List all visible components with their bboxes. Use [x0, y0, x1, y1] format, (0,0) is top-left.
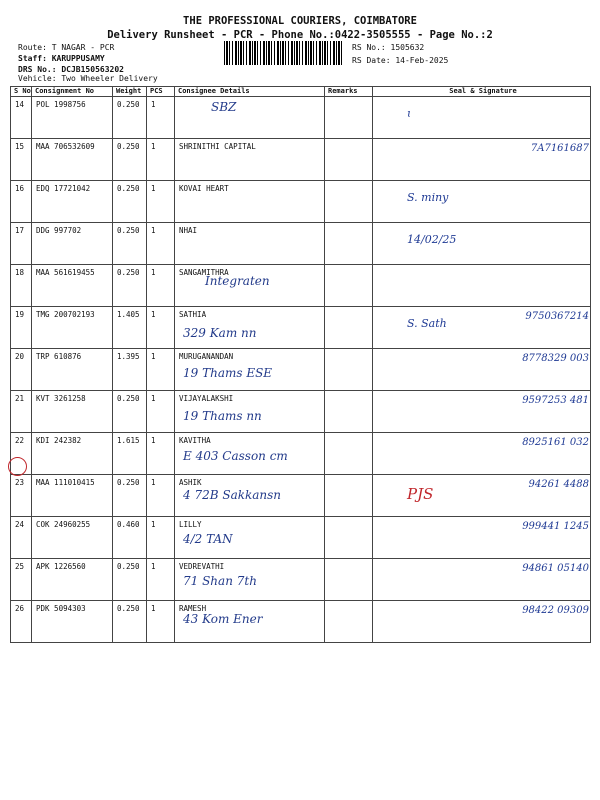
row-pcs: 1 — [147, 349, 175, 391]
row-signature — [373, 265, 591, 307]
barcode — [224, 41, 342, 65]
row-consignee — [175, 223, 325, 265]
row-pcs: 1 — [147, 433, 175, 475]
row-consignment: KVT 3261258 — [32, 391, 113, 433]
row-signature — [373, 97, 591, 139]
row-remarks — [325, 349, 373, 391]
route-label: Route: T NAGAR - PCR — [18, 43, 115, 52]
row-consignee — [175, 97, 325, 139]
row-sno: 15 — [11, 139, 32, 181]
row-remarks — [325, 265, 373, 307]
row-remarks — [325, 559, 373, 601]
row-weight: 0.460 — [113, 517, 147, 559]
row-signature — [373, 139, 591, 181]
row-consignee — [175, 601, 325, 643]
row-remarks — [325, 181, 373, 223]
table-row — [11, 475, 591, 517]
row-weight: 0.250 — [113, 601, 147, 643]
consignee-name: SHRINITHI CAPITAL — [179, 142, 256, 151]
row-consignment: PDK 5094303 — [32, 601, 113, 643]
consignee-name: VEDREVATHI — [179, 562, 225, 571]
vehicle-label: Vehicle: Two Wheeler Delivery — [18, 74, 158, 83]
row-pcs: 1 — [147, 139, 175, 181]
handwritten-phone: 94261 4488 — [528, 479, 589, 490]
row-consignment: MAA 111010415 — [32, 475, 113, 517]
table-row — [11, 433, 591, 475]
handwritten-phone: 94861 05140 — [522, 563, 589, 574]
row-sno: 17 — [11, 223, 32, 265]
row-weight: 0.250 — [113, 559, 147, 601]
row-signature — [373, 223, 591, 265]
handwritten-address: 43 Kom Ener — [183, 612, 263, 626]
table-header-row — [11, 87, 591, 97]
col-consignee: Consignee Details — [175, 87, 325, 97]
row-sno: 16 — [11, 181, 32, 223]
row-sno: 25 — [11, 559, 32, 601]
row-weight: 0.250 — [113, 181, 147, 223]
row-signature — [373, 349, 591, 391]
consignee-name: RAMESH — [179, 604, 207, 613]
handwritten-phone: 9597253 481 — [522, 395, 589, 406]
row-remarks — [325, 475, 373, 517]
row-pcs: 1 — [147, 307, 175, 349]
col-sno: S No — [11, 87, 32, 97]
consignee-name: SANGAMITHRA — [179, 268, 229, 277]
col-signature: Seal & Signature — [373, 87, 591, 97]
row-weight: 1.405 — [113, 307, 147, 349]
handwritten-address: 4 72B Sakkansn — [183, 488, 282, 502]
row-consignment: EDQ 17721042 — [32, 181, 113, 223]
handwritten-address: 329 Kam nn — [183, 326, 257, 340]
consignee-name: LILLY — [179, 520, 202, 529]
handwritten-address: E 403 Casson cm — [183, 449, 288, 463]
row-signature — [373, 475, 591, 517]
row-consignment: MAA 706532609 — [32, 139, 113, 181]
red-circle-mark — [8, 457, 27, 476]
row-sno: 19 — [11, 307, 32, 349]
handwritten-phone: 9750367214 — [525, 311, 589, 322]
row-consignee — [175, 433, 325, 475]
row-consignment: MAA 561619455 — [32, 265, 113, 307]
signature-scribble: PJS — [407, 485, 434, 503]
row-consignment: DDG 997702 — [32, 223, 113, 265]
row-signature — [373, 181, 591, 223]
row-pcs: 1 — [147, 97, 175, 139]
row-consignment: POL 1998756 — [32, 97, 113, 139]
row-consignee — [175, 349, 325, 391]
consignee-name: VIJAYALAKSHI — [179, 394, 234, 403]
row-consignee — [175, 139, 325, 181]
row-signature — [373, 601, 591, 643]
consignee-name: KAVITHA — [179, 436, 211, 445]
row-sno: 21 — [11, 391, 32, 433]
page-subtitle: Delivery Runsheet - PCR - Phone No.:0422-3505555 - Page No.:2 — [107, 29, 493, 41]
row-sno: 23 — [11, 475, 32, 517]
row-consignment: APK 1226560 — [32, 559, 113, 601]
row-sno: 18 — [11, 265, 32, 307]
row-pcs: 1 — [147, 223, 175, 265]
row-consignment: KDI 242382 — [32, 433, 113, 475]
row-pcs: 1 — [147, 601, 175, 643]
drs-label: DRS No.: DCJB150563202 — [18, 65, 124, 74]
row-signature — [373, 559, 591, 601]
row-consignment: COK 24960255 — [32, 517, 113, 559]
consignee-name: ASHIK — [179, 478, 202, 487]
row-weight: 0.250 — [113, 475, 147, 517]
table-row — [11, 97, 591, 139]
consignee-name: NHAI — [179, 226, 198, 235]
row-remarks — [325, 139, 373, 181]
handwritten-address: Integraten — [205, 274, 270, 288]
rs-number: RS No.: 1505632 — [352, 43, 425, 52]
consignee-name: MURUGANANDAN — [179, 352, 234, 361]
handwritten-address: 19 Thams nn — [183, 409, 262, 423]
table-row — [11, 181, 591, 223]
table-row — [11, 265, 591, 307]
row-sno: 20 — [11, 349, 32, 391]
row-remarks — [325, 517, 373, 559]
table-row — [11, 223, 591, 265]
signature-scribble: S. Sath — [407, 317, 447, 330]
handwritten-phone: 98422 09309 — [522, 605, 589, 616]
row-consignee — [175, 265, 325, 307]
row-consignee — [175, 475, 325, 517]
consignee-name: KOVAI HEART — [179, 184, 229, 193]
handwritten-address: 19 Thams ESE — [183, 366, 273, 380]
page-title: THE PROFESSIONAL COURIERS, COIMBATORE — [183, 15, 417, 27]
col-consignment: Consignment No — [32, 87, 113, 97]
handwritten-phone: 8925161 032 — [522, 437, 589, 448]
row-weight: 1.395 — [113, 349, 147, 391]
row-pcs: 1 — [147, 517, 175, 559]
row-sno: 24 — [11, 517, 32, 559]
col-remarks: Remarks — [325, 87, 373, 97]
row-remarks — [325, 433, 373, 475]
table-row — [11, 391, 591, 433]
row-pcs: 1 — [147, 391, 175, 433]
signature-scribble: 14/02/25 — [407, 233, 457, 246]
row-sno: 14 — [11, 97, 32, 139]
row-pcs: 1 — [147, 265, 175, 307]
table-row — [11, 307, 591, 349]
row-pcs: 1 — [147, 181, 175, 223]
handwritten-phone: 7A7161687 — [530, 143, 589, 154]
signature-scribble: S. miny — [407, 191, 449, 204]
row-consignment: TMG 200702193 — [32, 307, 113, 349]
row-consignee — [175, 517, 325, 559]
row-remarks — [325, 307, 373, 349]
consignee-name: SATHIA — [179, 310, 207, 319]
row-signature — [373, 391, 591, 433]
handwritten-address: 71 Shan 7th — [183, 574, 257, 588]
table-row — [11, 601, 591, 643]
row-weight: 0.250 — [113, 139, 147, 181]
row-weight: 0.250 — [113, 265, 147, 307]
col-weight: Weight — [113, 87, 147, 97]
signature-scribble: ɩ — [407, 107, 412, 120]
row-weight: 0.250 — [113, 97, 147, 139]
row-consignment: TRP 610876 — [32, 349, 113, 391]
table-row — [11, 139, 591, 181]
row-sno: 26 — [11, 601, 32, 643]
row-pcs: 1 — [147, 475, 175, 517]
row-remarks — [325, 97, 373, 139]
row-sno: 22 — [11, 433, 32, 475]
row-weight: 0.250 — [113, 223, 147, 265]
staff-label: Staff: KARUPPUSAMY — [18, 54, 105, 63]
row-signature — [373, 307, 591, 349]
row-consignee — [175, 391, 325, 433]
row-pcs: 1 — [147, 559, 175, 601]
table-row — [11, 349, 591, 391]
table-row — [11, 559, 591, 601]
table-row — [11, 517, 591, 559]
row-weight: 0.250 — [113, 391, 147, 433]
handwritten-phone: 999441 1245 — [522, 521, 589, 532]
col-pcs: PCS — [147, 87, 175, 97]
row-consignee — [175, 307, 325, 349]
row-consignee — [175, 181, 325, 223]
row-signature — [373, 433, 591, 475]
row-remarks — [325, 391, 373, 433]
row-remarks — [325, 223, 373, 265]
rs-date: RS Date: 14-Feb-2025 — [352, 56, 449, 65]
handwritten-address: 4/2 TAN — [183, 532, 233, 546]
row-consignee — [175, 559, 325, 601]
runsheet-table — [10, 86, 591, 643]
row-remarks — [325, 601, 373, 643]
handwritten-address: SBZ — [211, 100, 237, 114]
handwritten-phone: 8778329 003 — [522, 353, 589, 364]
row-weight: 1.615 — [113, 433, 147, 475]
row-signature — [373, 517, 591, 559]
